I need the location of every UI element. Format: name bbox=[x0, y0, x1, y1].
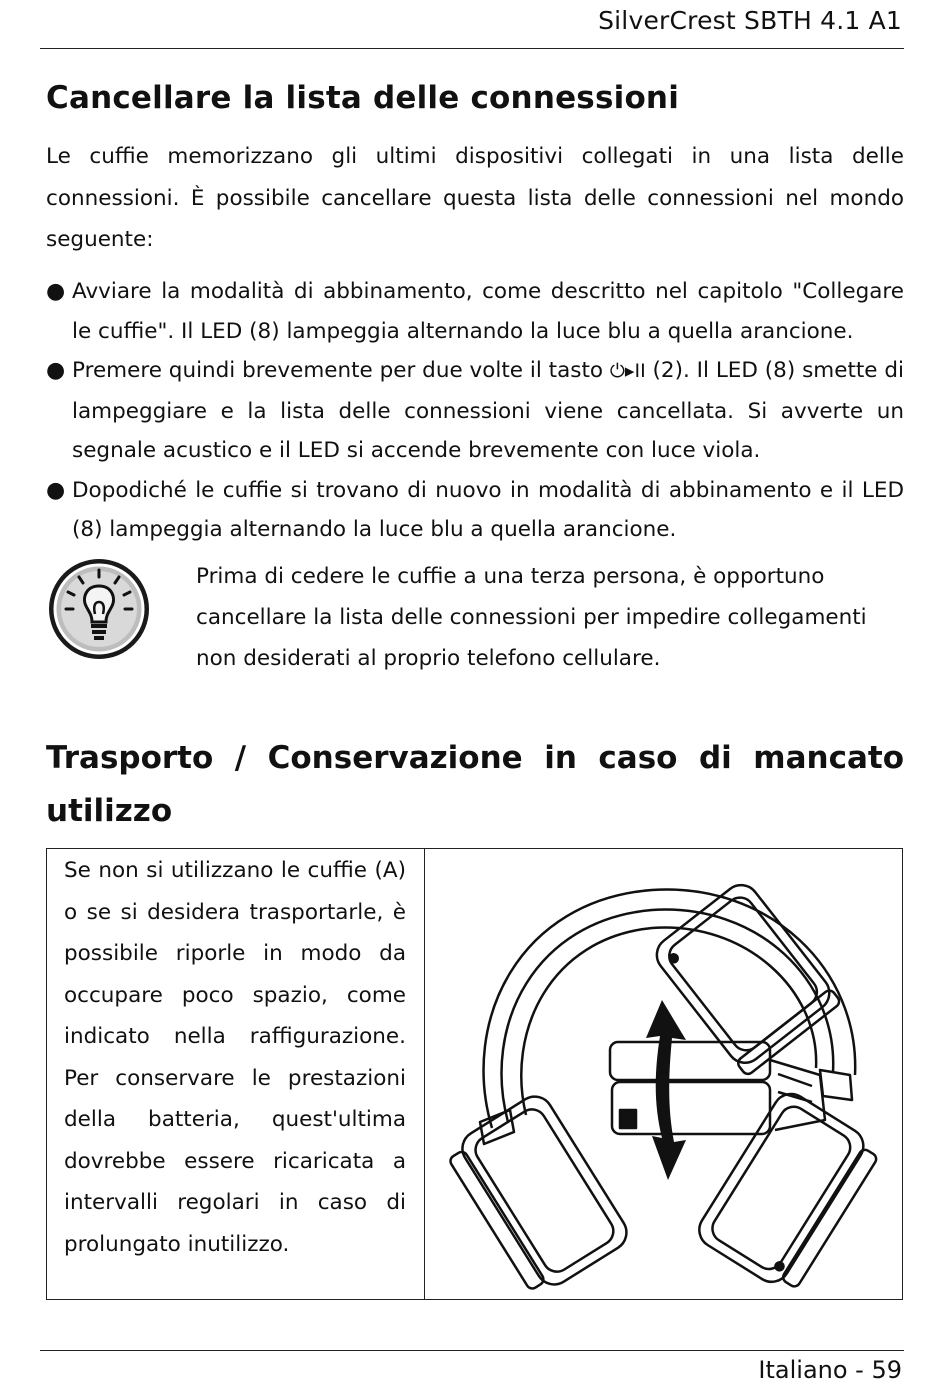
page-number: Italiano - 59 bbox=[758, 1356, 902, 1384]
list-item-text: Avviare la modalità di abbinamento, come descritto nel capitolo "Collegare le cuffie". Il LED (8) lampeggia alternando la luce blu a quella arancione. bbox=[72, 279, 904, 344]
tip-text: Prima di cedere le cuffie a una terza persona, è opportuno cancellare la lista delle connessioni per impedire collegamenti non desiderati al proprio telefono cellulare. bbox=[196, 564, 867, 671]
bullet-icon: ● bbox=[46, 279, 66, 304]
list-item-text-before: Premere quindi brevemente per due volte il tasto bbox=[72, 358, 610, 383]
list-item-text-after: (2). Il LED (8) smette di lampeggiare e la lista delle connessioni viene cancellata. Si avverte un segnale acustico e il LED si accende brevemente con luce viola. bbox=[72, 358, 905, 463]
instruction-list bbox=[46, 272, 904, 550]
section-heading-transport: Trasporto / Conservazione in caso di mancato utilizzo bbox=[46, 740, 904, 829]
header-rule bbox=[40, 48, 904, 49]
header-title: SilverCrest SBTH 4.1 A1 bbox=[598, 6, 902, 35]
bullet-icon: ● bbox=[46, 477, 66, 503]
headphones-folding-illustration bbox=[440, 860, 890, 1290]
footer-rule bbox=[40, 1350, 904, 1351]
power-play-pause-icon: ⏻▸II bbox=[609, 360, 646, 382]
list-item-text: Dopodiché le cuffie si trovano di nuovo in modalità di abbinamento e il LED (8) lampeggia alternando la luce blu a quella arancione. bbox=[72, 477, 904, 542]
intro-paragraph: Le cuffie memorizzano gli ultimi dispositivi collegati in una lista delle connessioni. È possibile cancellare questa lista delle connessioni nel mondo seguente: bbox=[46, 144, 904, 252]
lightbulb-icon bbox=[46, 556, 152, 662]
list-item bbox=[46, 272, 904, 351]
box-divider bbox=[424, 848, 425, 1300]
bullet-icon: ● bbox=[46, 358, 66, 383]
section-heading-clear-list: Cancellare la lista delle connessioni bbox=[46, 80, 680, 116]
list-item bbox=[46, 471, 904, 550]
transport-text: Se non si utilizzano le cuffie (A) o se si desidera trasportarle, è possibile riporle in modo da occupare poco spazio, come indicato nella raffigurazione. Per conservare le prestazioni della batteria, quest'ultima dovrebbe essere ricaricata a intervalli regolari in caso di prolungato inutilizzo. bbox=[64, 858, 406, 1257]
list-item bbox=[46, 351, 904, 471]
